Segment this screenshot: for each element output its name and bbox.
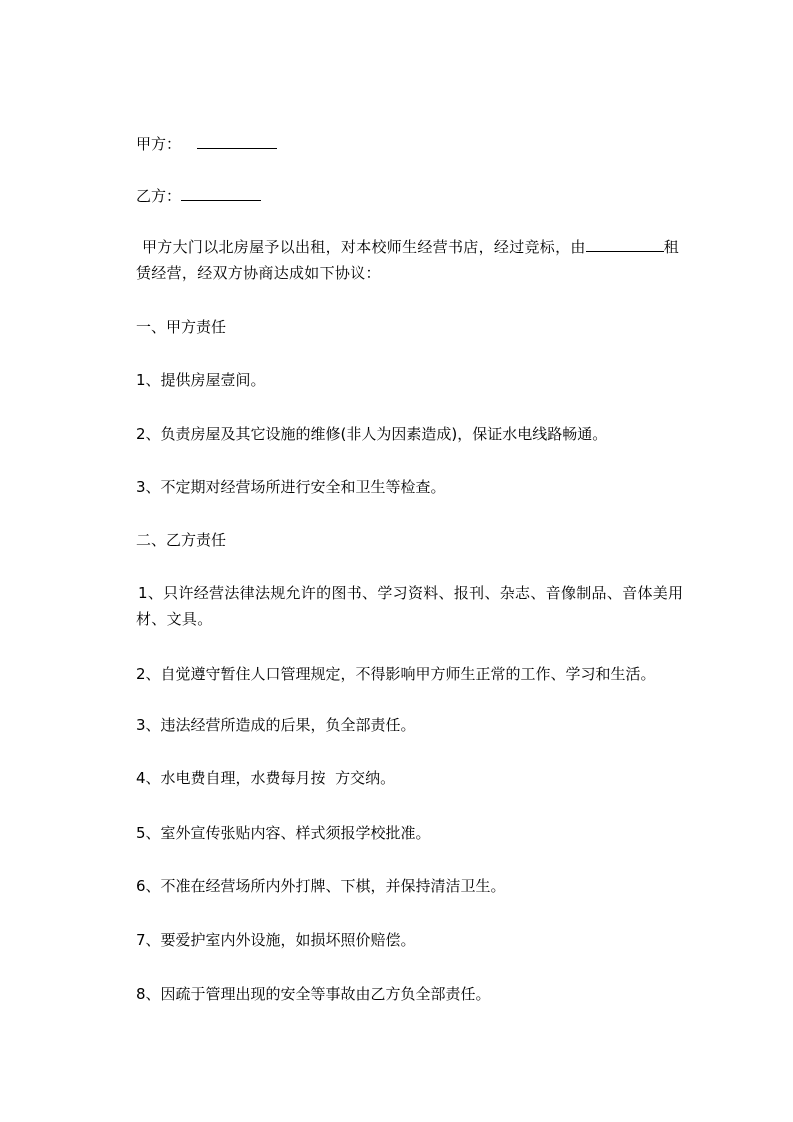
section1-title: 一、甲方责任 bbox=[136, 318, 227, 336]
section2-item: 6、不准在经营场所内外打牌、下棋，并保持清洁卫生。 bbox=[136, 877, 506, 895]
party-b-blank bbox=[181, 184, 261, 201]
party-a-blank bbox=[197, 132, 277, 149]
section1-item: 2、负责房屋及其它设施的维修(非人为因素造成)，保证水电线路畅通。 bbox=[136, 425, 608, 443]
section1-item: 1、提供房屋壹间。 bbox=[136, 371, 266, 389]
party-a-line bbox=[136, 132, 277, 154]
intro-text-2: 租赁经营，经双方协商达成如下协议： bbox=[136, 238, 680, 282]
party-b-line bbox=[136, 184, 261, 206]
section2-title: 二、乙方责任 bbox=[136, 531, 227, 549]
section2-item: 3、违法经营所造成的后果，负全部责任。 bbox=[136, 716, 416, 734]
section2-item: 8、因疏于管理出现的安全等事故由乙方负全部责任。 bbox=[136, 985, 491, 1003]
intro-paragraph bbox=[136, 234, 688, 286]
section1-item: 3、不定期对经营场所进行安全和卫生等检查。 bbox=[136, 478, 446, 496]
section2-item: 4、水电费自理，水费每月按 方交纳。 bbox=[136, 769, 396, 787]
party-b-label: 乙方： bbox=[136, 187, 182, 205]
section2-item: 1、只许经营法律法规允许的图书、学习资料、报刊、杂志、音像制品、音体美用材、文具。 bbox=[136, 584, 684, 628]
party-a-label: 甲方： bbox=[136, 135, 182, 153]
section2-item: 5、室外宣传张贴内容、样式须报学校批准。 bbox=[136, 824, 431, 842]
intro-text-1: 甲方大门以北房屋予以出租，对本校师生经营书店，经过竞标，由 bbox=[142, 238, 586, 256]
section2-item: 2、自觉遵守暂住人口管理规定，不得影响甲方师生正常的工作、学习和生活。 bbox=[136, 665, 656, 683]
section2-item: 7、要爱护室内外设施，如损坏照价赔偿。 bbox=[136, 931, 416, 949]
intro-blank bbox=[586, 235, 664, 252]
